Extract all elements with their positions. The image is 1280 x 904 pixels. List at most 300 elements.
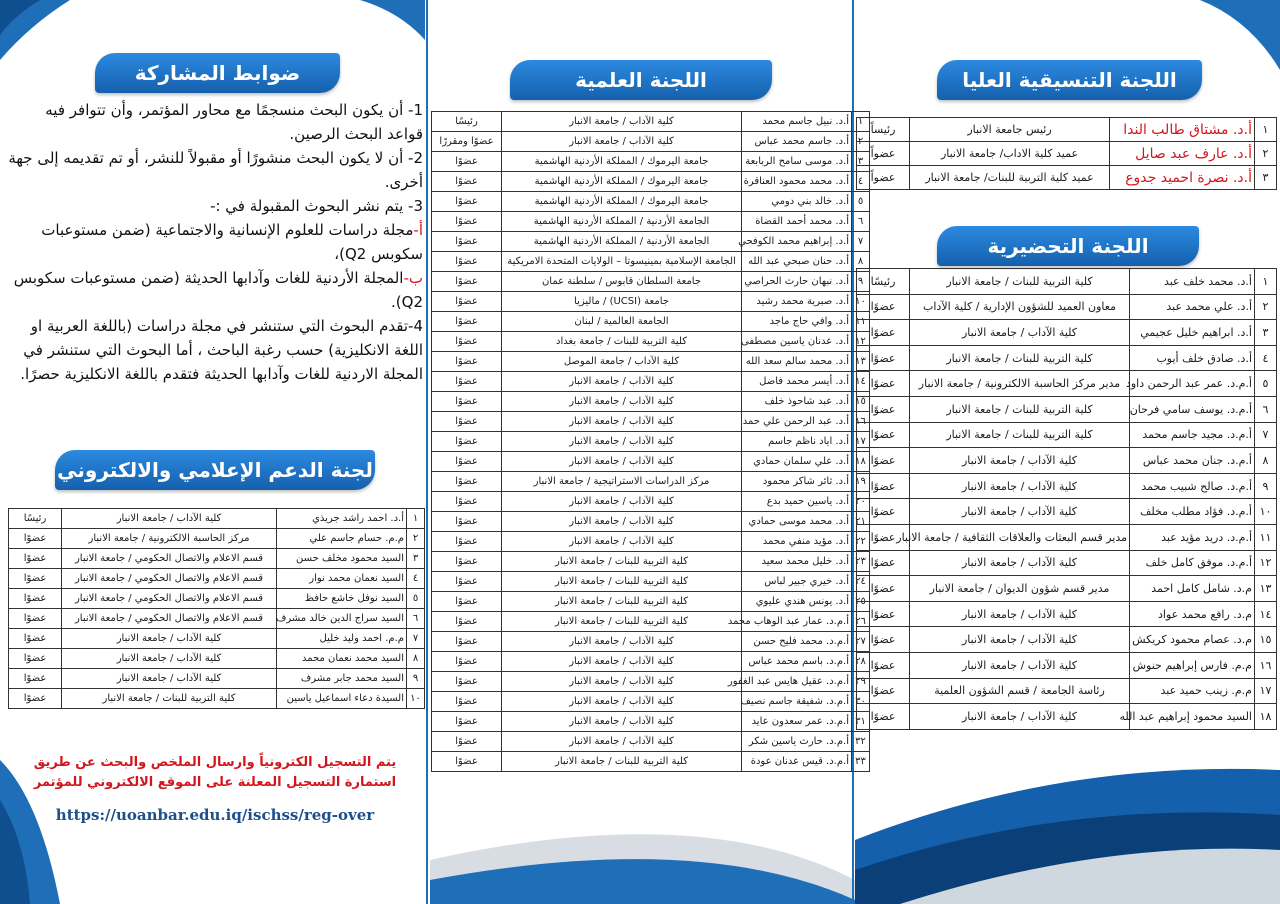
row-number: ٩ xyxy=(1255,473,1277,499)
member-role: عضوًا xyxy=(857,320,910,346)
row-number: ١١ xyxy=(852,312,870,332)
member-affiliation: عميد كلية التربية للبنات/ جامعة الانبار xyxy=(910,166,1110,190)
row-number: ١٧ xyxy=(852,432,870,452)
member-name: أ.د. نصرة احميد جدوع xyxy=(1110,166,1255,190)
member-affiliation: كلية التربية للبنات / جامعة الانبار xyxy=(910,422,1130,448)
table-row xyxy=(9,569,425,589)
member-affiliation: كلية الآداب / جامعة الانبار xyxy=(502,492,742,512)
table-row xyxy=(432,252,870,272)
table-row xyxy=(9,529,425,549)
table-row xyxy=(9,689,425,709)
member-role: عضوًا xyxy=(432,252,502,272)
member-name: أ.د. عارف عبد صايل xyxy=(1110,142,1255,166)
member-affiliation: جامعة اليرموك / المملكة الأردنية الهاشمية xyxy=(502,192,742,212)
member-affiliation: كلية التربية للبنات / جامعة الانبار xyxy=(910,345,1130,371)
member-role: عضوًا xyxy=(857,499,910,525)
row-number: ٣١ xyxy=(852,712,870,732)
prep-committee-table xyxy=(856,268,1277,730)
member-name: أ.م.د. فؤاد مطلب مخلف xyxy=(1130,499,1255,525)
table-row xyxy=(9,589,425,609)
member-affiliation: مدير مركز الحاسبة الالكترونية / جامعة الانبار xyxy=(910,371,1130,397)
table-row xyxy=(432,552,870,572)
member-name: أ.د. ابراهيم خليل عجيمي xyxy=(1130,320,1255,346)
member-name: م.م. فارس إبراهيم حنوش xyxy=(1130,652,1255,678)
member-name: أ.م.د. حارث ياسين شكر xyxy=(742,732,852,752)
table-row xyxy=(432,452,870,472)
member-affiliation: كلية الآداب / جامعة الانبار xyxy=(502,132,742,152)
member-affiliation: قسم الاعلام والاتصال الحكومي / جامعة الانبار xyxy=(62,609,277,629)
member-role: عضوًا xyxy=(857,294,910,320)
member-affiliation: كلية الآداب / جامعة الانبار xyxy=(910,652,1130,678)
member-name: أ.د. محمد أحمد القضاة xyxy=(742,212,852,232)
table-row xyxy=(432,472,870,492)
member-role: عضوًا xyxy=(857,345,910,371)
member-affiliation: كلية التربية للبنات / جامعة الانبار xyxy=(910,396,1130,422)
member-name: أ.د. خالد بني دومي xyxy=(742,192,852,212)
member-affiliation: كلية التربية للبنات / جامعة الانبار xyxy=(502,752,742,772)
member-role: رئيسًا xyxy=(9,509,62,529)
member-name: السيدة دعاء اسماعيل ياسين xyxy=(277,689,407,709)
member-affiliation: كلية الآداب / جامعة الانبار xyxy=(502,732,742,752)
member-name: أ.م.د. باسم محمد عباس xyxy=(742,652,852,672)
table-row xyxy=(857,473,1277,499)
member-name: أ.د. أيسر محمد فاضل xyxy=(742,372,852,392)
member-name: السيد محمود إبراهيم عبد الله xyxy=(1130,704,1255,730)
row-number: ٤ xyxy=(1255,345,1277,371)
member-role: عضوًا xyxy=(432,492,502,512)
member-name: أ.م.د. شفيقة جاسم نصيف xyxy=(742,692,852,712)
member-name: م.د. شامل كامل احمد xyxy=(1130,576,1255,602)
member-role: عضوًا xyxy=(432,312,502,332)
member-affiliation: مركز الحاسبة الالكترونية / جامعة الانبار xyxy=(62,529,277,549)
table-row xyxy=(857,678,1277,704)
row-number: ٢٢ xyxy=(852,532,870,552)
member-role: عضوًا xyxy=(432,592,502,612)
row-number: ١ xyxy=(407,509,425,529)
table-row xyxy=(432,692,870,712)
row-number: ٣ xyxy=(407,549,425,569)
member-name: م.م. زينب حميد عبد xyxy=(1130,678,1255,704)
member-affiliation: الجامعة الإسلامية بمينيسوتا – الولايات المتحدة الامريكية xyxy=(502,252,742,272)
rule-3b-letter: ب- xyxy=(403,269,423,287)
member-affiliation: قسم الاعلام والاتصال الحكومي / جامعة الانبار xyxy=(62,569,277,589)
member-role: عضوًا xyxy=(432,632,502,652)
member-affiliation: كلية التربية للبنات / جامعة الانبار xyxy=(502,572,742,592)
member-role: عضوًا xyxy=(9,689,62,709)
table-row xyxy=(432,672,870,692)
member-affiliation: كلية الآداب / جامعة الانبار xyxy=(62,669,277,689)
row-number: ٣ xyxy=(1255,166,1277,190)
member-role: عضوًا xyxy=(857,422,910,448)
member-affiliation: مدير قسم شؤون الديوان / جامعة الانبار xyxy=(910,576,1130,602)
registration-note xyxy=(10,753,420,793)
member-name: أ.م.د. عمار عبد الوهاب محمد xyxy=(742,612,852,632)
member-affiliation: عميد كلية الاداب/ جامعة الانبار xyxy=(910,142,1110,166)
row-number: ٩ xyxy=(407,669,425,689)
row-number: ٢٧ xyxy=(852,632,870,652)
participation-rules xyxy=(8,98,423,386)
member-affiliation: كلية الآداب / جامعة الانبار xyxy=(502,412,742,432)
member-name: أ.د. حنان صبحي عبد الله xyxy=(742,252,852,272)
member-name: السيد محمد جابر مشرف xyxy=(277,669,407,689)
member-role: عضوًا xyxy=(857,524,910,550)
member-name: أ.م.د. عمر سعدون عايد xyxy=(742,712,852,732)
row-number: ١٤ xyxy=(1255,601,1277,627)
rule-3b-text: المجلة الأردنية للغات وآدابها الحديثة (ضمن مستوعبات سكوبس Q2). xyxy=(13,269,423,311)
row-number: ٢٠ xyxy=(852,492,870,512)
member-affiliation: رئاسة الجامعة / قسم الشؤون العلمية xyxy=(910,678,1130,704)
member-name: أ.د. موسى سامح الربابعة xyxy=(742,152,852,172)
table-row xyxy=(857,499,1277,525)
member-affiliation: كلية الآداب / جامعة الانبار xyxy=(62,649,277,669)
row-number: ٣ xyxy=(852,152,870,172)
member-role: عضوًا xyxy=(857,627,910,653)
member-role: عضوًا xyxy=(432,472,502,492)
member-affiliation: كلية الآداب / جامعة الانبار xyxy=(502,452,742,472)
rule-3: 3- يتم نشر البحوث المقبولة في :- xyxy=(210,197,423,215)
rule-3a-letter: أ- xyxy=(413,221,423,239)
row-number: ٣٣ xyxy=(852,752,870,772)
member-name: أ.د. علي سلمان حمادي xyxy=(742,452,852,472)
row-number: ٤ xyxy=(407,569,425,589)
row-number: ٨ xyxy=(1255,448,1277,474)
row-number: ١٣ xyxy=(1255,576,1277,602)
member-name: أ.د. وافي حاج ماجد xyxy=(742,312,852,332)
member-role: عضوًا xyxy=(9,609,62,629)
table-row xyxy=(432,172,870,192)
member-role: عضوًا xyxy=(432,452,502,472)
panel-divider-left xyxy=(426,0,428,904)
row-number: ١٩ xyxy=(852,472,870,492)
row-number: ٦ xyxy=(852,212,870,232)
member-name: أ.م.د. صالح شبيب محمد xyxy=(1130,473,1255,499)
table-row xyxy=(857,371,1277,397)
member-affiliation: كلية الآداب / جامعة الانبار xyxy=(502,372,742,392)
table-row xyxy=(432,632,870,652)
media-committee-table xyxy=(8,508,425,709)
member-role: عضوًا xyxy=(9,569,62,589)
row-number: ٧ xyxy=(852,232,870,252)
row-number: ٣٢ xyxy=(852,732,870,752)
row-number: ٣ xyxy=(1255,320,1277,346)
member-name: م.د. رافع محمد عواد xyxy=(1130,601,1255,627)
member-name: أ.د. مشتاق طالب الندا xyxy=(1110,118,1255,142)
member-affiliation: رئيس جامعة الانبار xyxy=(910,118,1110,142)
member-role: عضوًا xyxy=(432,652,502,672)
table-row xyxy=(432,112,870,132)
member-affiliation: كلية الآداب / جامعة الانبار xyxy=(502,432,742,452)
table-row xyxy=(432,652,870,672)
member-role: عضوًا xyxy=(857,550,910,576)
member-affiliation: كلية الآداب / جامعة الانبار xyxy=(62,509,277,529)
table-row xyxy=(857,601,1277,627)
member-affiliation: كلية الآداب / جامعة الانبار xyxy=(502,112,742,132)
member-affiliation: كلية التربية للبنات / جامعة الانبار xyxy=(62,689,277,709)
member-name: أ.د. جاسم محمد عباس xyxy=(742,132,852,152)
member-affiliation: كلية الآداب / جامعة الانبار xyxy=(910,704,1130,730)
member-affiliation: كلية التربية للبنات / جامعة الانبار xyxy=(910,269,1130,295)
table-row xyxy=(432,752,870,772)
row-number: ٦ xyxy=(407,609,425,629)
member-role: عضوًا xyxy=(432,612,502,632)
member-affiliation: الجامعة العالمية / لبنان xyxy=(502,312,742,332)
member-name: أ.د. محمد موسى حمادي xyxy=(742,512,852,532)
table-row xyxy=(9,549,425,569)
member-name: أ.د. مؤيد منفي محمد xyxy=(742,532,852,552)
table-row xyxy=(9,509,425,529)
table-row xyxy=(432,432,870,452)
row-number: ١ xyxy=(852,112,870,132)
row-number: ٤ xyxy=(852,172,870,192)
table-row xyxy=(9,629,425,649)
member-name: السيد سراج الدين خالد مشرف xyxy=(277,609,407,629)
member-name: أ.د. عبد الرحمن علي حمد xyxy=(742,412,852,432)
table-row xyxy=(857,576,1277,602)
member-role: عضوًا xyxy=(432,212,502,232)
member-name: أ.د. صبرية محمد رشيد xyxy=(742,292,852,312)
row-number: ٢٤ xyxy=(852,572,870,592)
rule-3a xyxy=(8,218,423,266)
member-role: عضوًا xyxy=(857,473,910,499)
table-row xyxy=(9,669,425,689)
table-row xyxy=(432,732,870,752)
table-row xyxy=(432,512,870,532)
table-row xyxy=(857,269,1277,295)
member-affiliation: قسم الاعلام والاتصال الحكومي / جامعة الانبار xyxy=(62,589,277,609)
row-number: ٢٥ xyxy=(852,592,870,612)
member-name: أ.م.د. موفق كامل خلف xyxy=(1130,550,1255,576)
table-row xyxy=(9,609,425,629)
table-row xyxy=(857,396,1277,422)
member-role: عضوًا xyxy=(432,732,502,752)
member-affiliation: كلية الآداب / جامعة الانبار xyxy=(502,692,742,712)
high-committee-table xyxy=(856,117,1277,190)
row-number: ٢٨ xyxy=(852,652,870,672)
member-name: أ.م.د. جنان محمد عباس xyxy=(1130,448,1255,474)
table-row xyxy=(857,118,1277,142)
member-name: م.م. حسام جاسم علي xyxy=(277,529,407,549)
member-role: عضوًا xyxy=(432,232,502,252)
member-name: السيد نعمان محمد نوار xyxy=(277,569,407,589)
member-name: أ.م.د. محمد فليح حسن xyxy=(742,632,852,652)
row-number: ٧ xyxy=(1255,422,1277,448)
table-row xyxy=(432,152,870,172)
member-affiliation: كلية الآداب / جامعة الانبار xyxy=(502,712,742,732)
member-role: عضوًا ومقررًا xyxy=(432,132,502,152)
member-affiliation: كلية الآداب / جامعة الانبار xyxy=(910,499,1130,525)
member-affiliation: جامعة السلطان قابوس / سلطنة عمان xyxy=(502,272,742,292)
member-affiliation: كلية الآداب / جامعة الانبار xyxy=(910,550,1130,576)
row-number: ٧ xyxy=(407,629,425,649)
table-row xyxy=(432,492,870,512)
member-role: عضوًا xyxy=(9,669,62,689)
row-number: ١٠ xyxy=(407,689,425,709)
table-row xyxy=(432,192,870,212)
member-affiliation: كلية الآداب / جامعة الانبار xyxy=(910,448,1130,474)
registration-line-2: استمارة التسجيل المعلنة على الموقع الالكتروني للمؤتمر xyxy=(33,775,397,790)
member-role: عضوًا xyxy=(857,704,910,730)
row-number: ١٠ xyxy=(1255,499,1277,525)
member-name: أ.م.د. دريد مؤيد عبد xyxy=(1130,524,1255,550)
row-number: ٥ xyxy=(852,192,870,212)
member-affiliation: جامعة اليرموك / المملكة الأردنية الهاشمية xyxy=(502,152,742,172)
row-number: ٢٦ xyxy=(852,612,870,632)
row-number: ٢ xyxy=(407,529,425,549)
member-affiliation: كلية الآداب / جامعة الانبار xyxy=(502,512,742,532)
member-role: عضوًا xyxy=(857,448,910,474)
scientific-title: اللجنة العلمية xyxy=(510,60,772,100)
member-name: م.م. احمد وليد خليل xyxy=(277,629,407,649)
member-affiliation: جامعة اليرموك / المملكة الأردنية الهاشمية xyxy=(502,172,742,192)
member-role: رئيساً xyxy=(857,118,910,142)
member-role: عضوًا xyxy=(432,392,502,412)
table-row xyxy=(432,392,870,412)
member-role: عضواً xyxy=(857,142,910,166)
member-role: عضوًا xyxy=(9,629,62,649)
member-role: عضوًا xyxy=(432,152,502,172)
member-role: عضوًا xyxy=(432,352,502,372)
table-row xyxy=(857,704,1277,730)
row-number: ٢٩ xyxy=(852,672,870,692)
rule-4: 4-تقدم البحوث التي ستنشر في مجلة دراسات (باللغة العربية او اللغة الانكليزية) حسب رغبة الباحث ، أما البحوث التي ستنشر في المجلة الاردنية للغات وآدابها الحديثة فتقدم باللغة الانكليزية حصرًا. xyxy=(20,317,423,383)
row-number: ١٤ xyxy=(852,372,870,392)
member-affiliation: قسم الاعلام والاتصال الحكومي / جامعة الانبار xyxy=(62,549,277,569)
registration-line-1: يتم التسجيل الكترونياً وارسال الملخص والبحث عن طريق xyxy=(33,755,397,770)
participation-title: ضوابط المشاركة xyxy=(95,53,340,93)
member-role: عضوًا xyxy=(432,432,502,452)
member-affiliation: كلية التربية للبنات / جامعة بغداد xyxy=(502,332,742,352)
row-number: ٢ xyxy=(1255,294,1277,320)
table-row xyxy=(432,612,870,632)
member-name: أ.د. نبهان حارث الحراصي xyxy=(742,272,852,292)
member-name: أ.د. محمد محمود العناقرة xyxy=(742,172,852,192)
member-role: عضوًا xyxy=(9,529,62,549)
member-name: السيد نوفل خاشع حافظ xyxy=(277,589,407,609)
member-name: أ.د. يونس هندي عليوي xyxy=(742,592,852,612)
table-row xyxy=(857,166,1277,190)
row-number: ١ xyxy=(1255,269,1277,295)
row-number: ٩ xyxy=(852,272,870,292)
table-row xyxy=(857,320,1277,346)
member-affiliation: مركز الدراسات الاستراتيجية / جامعة الانبار xyxy=(502,472,742,492)
table-row xyxy=(432,312,870,332)
row-number: ٨ xyxy=(407,649,425,669)
member-affiliation: كلية الآداب / جامعة الانبار xyxy=(502,672,742,692)
member-role: رئيسًا xyxy=(857,269,910,295)
table-row xyxy=(857,345,1277,371)
member-role: عضوًا xyxy=(432,372,502,392)
member-name: أ.د. احمد راشد جريذي xyxy=(277,509,407,529)
row-number: ٣٠ xyxy=(852,692,870,712)
member-affiliation: كلية الآداب / جامعة الانبار xyxy=(910,601,1130,627)
member-affiliation: كلية الآداب / جامعة الانبار xyxy=(502,392,742,412)
rule-1: 1- أن يكون البحث منسجمًا مع محاور المؤتمر، وأن تتوافر فيه قواعد البحث الرصين. xyxy=(45,101,423,143)
member-affiliation: جامعة (UCSI) / ماليزيا xyxy=(502,292,742,312)
member-role: عضوًا xyxy=(857,601,910,627)
row-number: ١٨ xyxy=(852,452,870,472)
member-name: أ.د. عبد شاحوذ خلف xyxy=(742,392,852,412)
member-name: أ.د. صادق خلف أيوب xyxy=(1130,345,1255,371)
table-row xyxy=(432,572,870,592)
table-row xyxy=(432,332,870,352)
table-row xyxy=(432,352,870,372)
member-name: أ.د. علي محمد عبد xyxy=(1130,294,1255,320)
member-role: عضوًا xyxy=(857,576,910,602)
row-number: ١٧ xyxy=(1255,678,1277,704)
rule-2: 2- أن لا يكون البحث منشورًا أو مقبولاً للنشر، أو تم تقديمه إلى جهة أخرى. xyxy=(8,149,423,191)
member-name: أ.د. محمد سالم سعد الله xyxy=(742,352,852,372)
member-role: رئيسًا xyxy=(432,112,502,132)
table-row xyxy=(857,142,1277,166)
table-row xyxy=(432,532,870,552)
table-row xyxy=(432,232,870,252)
row-number: ١٥ xyxy=(852,392,870,412)
member-affiliation: كلية الآداب / جامعة الانبار xyxy=(502,652,742,672)
member-role: عضوًا xyxy=(432,752,502,772)
media-title: لجنة الدعم الإعلامي والالكتروني xyxy=(55,450,375,490)
row-number: ١٣ xyxy=(852,352,870,372)
member-role: عضوًا xyxy=(857,396,910,422)
member-name: أ.د. خليل محمد سعيد xyxy=(742,552,852,572)
table-row xyxy=(432,712,870,732)
table-row xyxy=(857,550,1277,576)
table-row xyxy=(857,294,1277,320)
member-name: أ.د. خيري جبير لباس xyxy=(742,572,852,592)
row-number: ٢ xyxy=(852,132,870,152)
member-affiliation: كلية الآداب / جامعة الانبار xyxy=(502,532,742,552)
row-number: ١٢ xyxy=(852,332,870,352)
table-row xyxy=(432,272,870,292)
table-row xyxy=(9,649,425,669)
table-row xyxy=(432,212,870,232)
row-number: ١١ xyxy=(1255,524,1277,550)
row-number: ٢١ xyxy=(852,512,870,532)
row-number: ٥ xyxy=(407,589,425,609)
rule-3a-text: مجلة دراسات للعلوم الإنسانية والاجتماعية (ضمن مستوعبات سكوبس Q2)، xyxy=(41,221,423,263)
member-affiliation: كلية الآداب / جامعة الانبار xyxy=(910,473,1130,499)
row-number: ١ xyxy=(1255,118,1277,142)
member-name: أ.م.د. عمر عبد الرحمن داود xyxy=(1130,371,1255,397)
member-name: أ.م.د. مجيد جاسم محمد xyxy=(1130,422,1255,448)
member-role: عضوًا xyxy=(9,589,62,609)
member-name: أ.د. اياد ناظم جاسم xyxy=(742,432,852,452)
member-name: أ.م.د. يوسف سامي فرحان xyxy=(1130,396,1255,422)
member-name: السيد محمود مخلف حسن xyxy=(277,549,407,569)
prep-committee-title: اللجنة التحضيرية xyxy=(937,226,1199,266)
high-committee-title: اللجنة التنسيقية العليا xyxy=(937,60,1202,100)
row-number: ٥ xyxy=(1255,371,1277,397)
member-affiliation: كلية الآداب / جامعة الانبار xyxy=(910,627,1130,653)
member-affiliation: كلية التربية للبنات / جامعة الانبار xyxy=(502,612,742,632)
row-number: ٦ xyxy=(1255,396,1277,422)
member-role: عضوًا xyxy=(432,712,502,732)
table-row xyxy=(432,412,870,432)
row-number: ١٥ xyxy=(1255,627,1277,653)
table-row xyxy=(432,132,870,152)
scientific-committee-table xyxy=(431,111,870,772)
table-row xyxy=(432,372,870,392)
member-role: عضوًا xyxy=(9,549,62,569)
member-affiliation: كلية التربية للبنات / جامعة الانبار xyxy=(502,552,742,572)
member-affiliation: كلية الآداب / جامعة الموصل xyxy=(502,352,742,372)
member-role: عضوًا xyxy=(432,272,502,292)
row-number: ٨ xyxy=(852,252,870,272)
member-affiliation: كلية التربية للبنات / جامعة الانبار xyxy=(502,592,742,612)
registration-link[interactable]: https://uoanbar.edu.iq/ischss/reg-over xyxy=(55,806,375,824)
row-number: ١٦ xyxy=(852,412,870,432)
member-affiliation: الجامعة الأردنية / المملكة الأردنية الهاشمية xyxy=(502,232,742,252)
member-affiliation: مدير قسم البعثات والعلاقات الثقافية / جامعة الانبار xyxy=(910,524,1130,550)
